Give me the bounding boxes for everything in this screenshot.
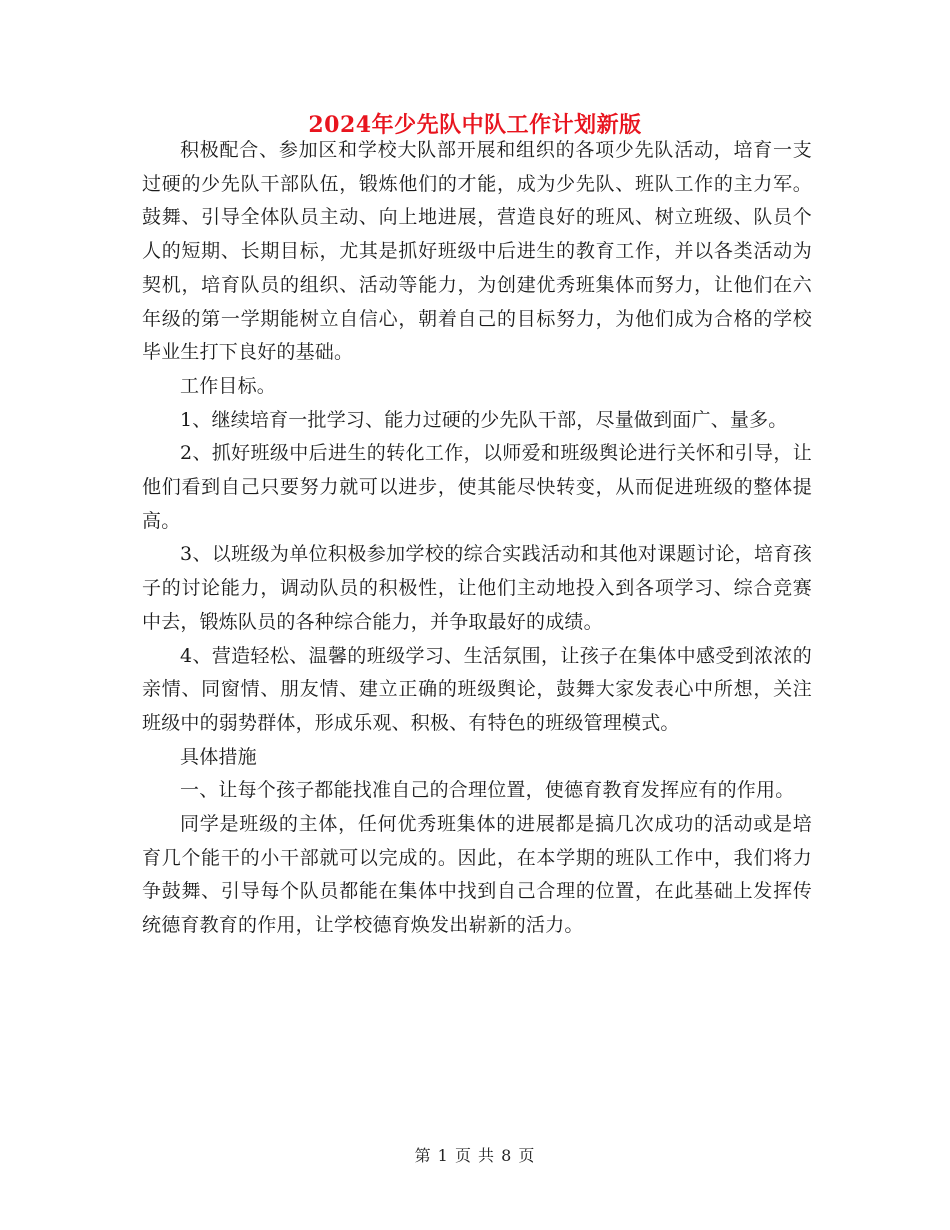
paragraph-goals-heading: 工作目标。 — [180, 374, 277, 397]
paragraph-goal-4: 4、营造轻松、温馨的班级学习、生活氛围，让孩子在集体中感受到浓浓的亲情、同窗情、朋友情、建立正确的班级舆论，鼓舞大家发表心中所想，关注班级中的弱势群体，形成乐观、积极、有特色的班级管理模式。 — [142, 644, 812, 734]
paragraph-measure-1: 一、让每个孩子都能找准自己的合理位置，使德育教育发挥应有的作用。 — [180, 779, 795, 802]
page-number-footer: 第 1 页 共 8 页 — [414, 1146, 536, 1165]
paragraph-measures-heading: 具体措施 — [180, 745, 257, 768]
paragraph-intro: 积极配合、参加区和学校大队部开展和组织的各项少先队活动，培育一支过硬的少先队干部队伍，锻炼他们的才能，成为少先队、班队工作的主力军。鼓舞、引导全体队员主动、向上地进展，营造良好的班风、树立班级、队员个人的短期、长期目标，尤其是抓好班级中后进生的教育工作，并以各类活动为契机，培育队员的组织、活动等能力，为创建优秀班集体而努力，让他们在六年级的第一学期能树立自信心，朝着自己的目标努力，为他们成为合格的学校毕业生打下良好的基础。 — [142, 139, 812, 364]
paragraph-measure-1-detail: 同学是班级的主体，任何优秀班集体的进展都是搞几次成功的活动或是培育几个能干的小干部就可以完成的。因此，在本学期的班队工作中，我们将力争鼓舞、引导每个队员都能在集体中找到自己合理的位置，在此基础上发挥传统德育教育的作用，让学校德育焕发出崭新的活力。 — [142, 813, 812, 937]
document-body — [142, 134, 812, 943]
paragraph-goal-3: 3、以班级为单位积极参加学校的综合实践活动和其他对课题讨论，培育孩子的讨论能力，调动队员的积极性，让他们主动地投入到各项学习、综合竞赛中去，锻炼队员的各种综合能力，并争取最好的成绩。 — [142, 543, 812, 633]
paragraph-goal-2: 2、抓好班级中后进生的转化工作，以师爱和班级舆论进行关怀和引导，让他们看到自己只要努力就可以进步，使其能尽快转变，从而促进班级的整体提高。 — [142, 442, 812, 532]
paragraph-goal-1: 1、继续培育一批学习、能力过硬的少先队干部，尽量做到面广、量多。 — [180, 408, 788, 431]
document-title: 2024年少先队中队工作计划新版 — [308, 112, 642, 138]
